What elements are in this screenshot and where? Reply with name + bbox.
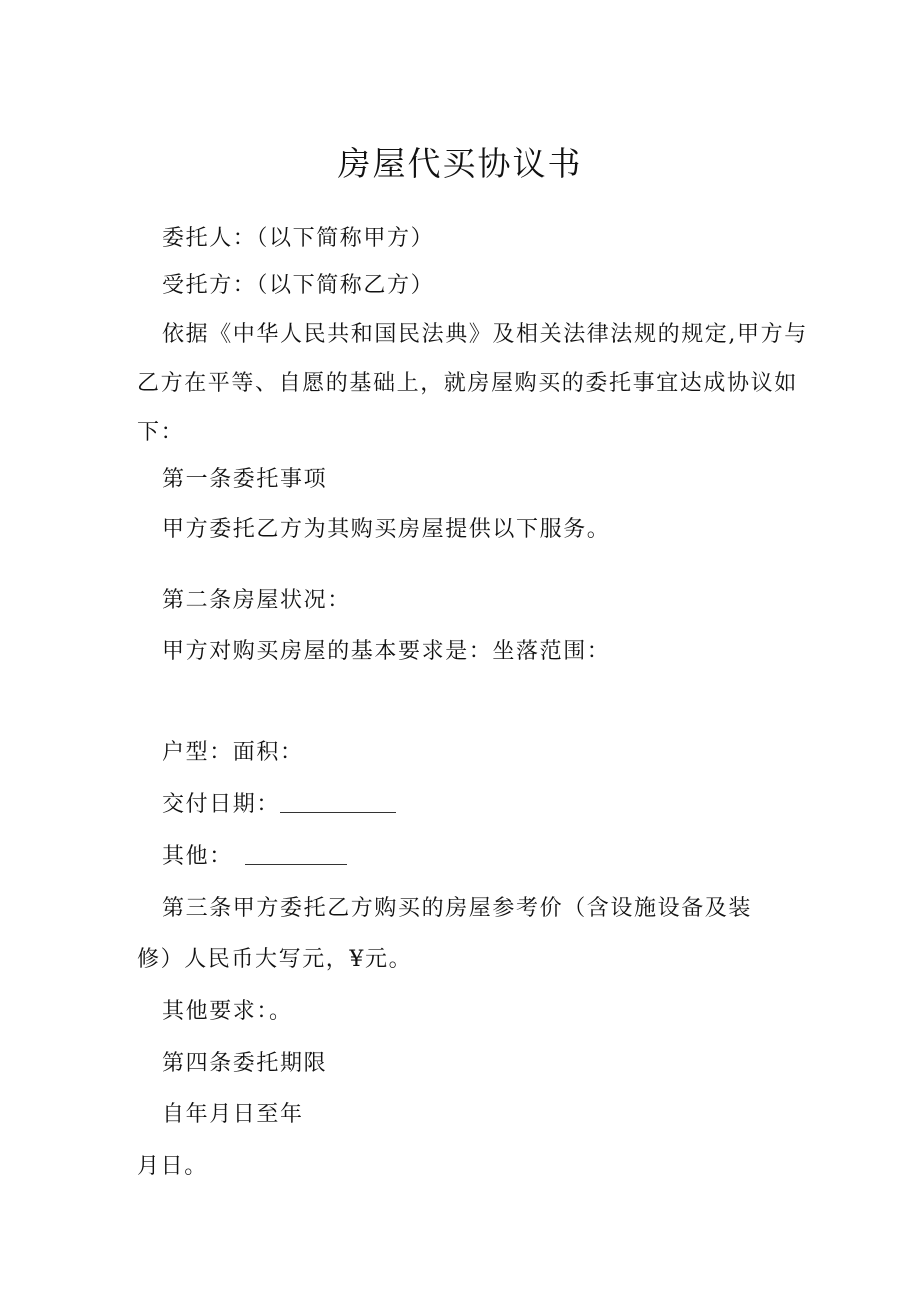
delivery-date-blank (280, 790, 396, 813)
delivery-date-line (162, 790, 396, 820)
delegator-line: 委托人：（以下简称甲方） (162, 226, 435, 251)
article4-body-line-2: 月日。 (137, 1154, 208, 1179)
article2-requirement: 甲方对购买房屋的基本要求是：坐落范围： (162, 639, 611, 664)
preamble-line-2: 乙方在平等、自愿的基础上，就房屋购买的委托事宜达成协议如 (137, 371, 798, 396)
document-title: 房屋代买协议书 (337, 144, 583, 183)
other-line (162, 842, 347, 872)
delivery-date-label: 交付日期： (162, 792, 281, 817)
other-requirements-line: 其他要求：。 (162, 999, 293, 1024)
other-blank (245, 842, 347, 865)
article1-heading: 第一条委托事项 (162, 467, 328, 492)
article3-line-2: 修）人民币大写元，¥元。 (137, 947, 413, 972)
house-type-area-line: 户型：面积： (162, 740, 304, 765)
article4-body-line-1: 自年月日至年 (162, 1102, 304, 1127)
preamble-line-3: 下： (137, 420, 185, 445)
article1-body: 甲方委托乙方为其购买房屋提供以下服务。 (162, 517, 611, 542)
preamble-line-1: 依据《中华人民共和国民法典》及相关法律法规的规定,甲方与 (162, 322, 808, 347)
other-label: 其他： (162, 844, 233, 869)
article4-heading: 第四条委托期限 (162, 1051, 328, 1076)
article2-heading: 第二条房屋状况： (162, 588, 351, 613)
trustee-line: 受托方：（以下简称乙方） (162, 273, 435, 298)
article3-line-1: 第三条甲方委托乙方购买的房屋参考价（含设施设备及装 (162, 896, 753, 921)
